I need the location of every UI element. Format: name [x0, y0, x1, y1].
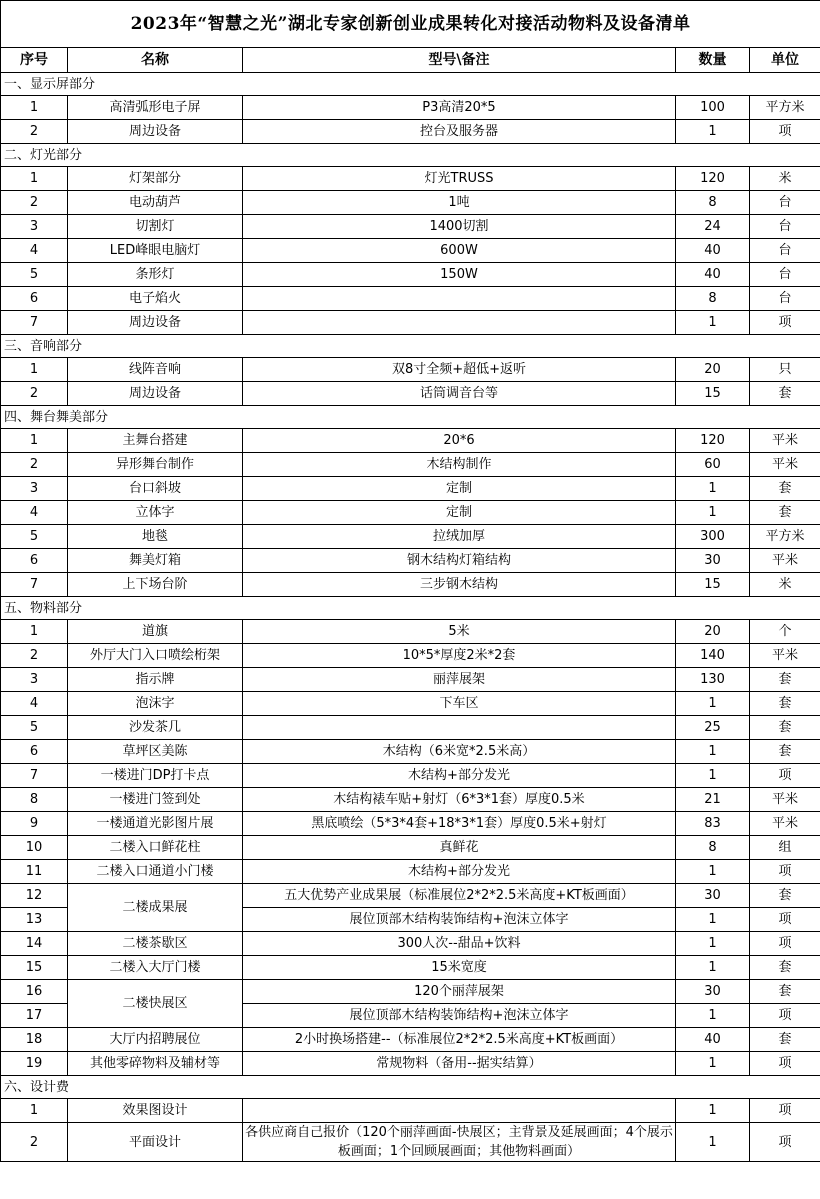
cell-name: 周边设备 — [68, 120, 243, 144]
table-row — [1, 382, 820, 406]
cell-qty: 15 — [676, 382, 750, 406]
cell-model: 5米 — [243, 620, 676, 644]
section-title: 三、音响部分 — [1, 335, 820, 358]
cell-name: 条形灯 — [68, 263, 243, 287]
table-row — [1, 932, 820, 956]
cell-seq: 7 — [1, 573, 68, 597]
table-row — [1, 1123, 820, 1162]
cell-seq: 1 — [1, 620, 68, 644]
cell-model: 2小时换场搭建--（标准展位2*2*2.5米高度+KT板画面） — [243, 1028, 676, 1052]
cell-qty: 15 — [676, 573, 750, 597]
cell-qty: 120 — [676, 167, 750, 191]
cell-qty: 1 — [676, 692, 750, 716]
cell-qty: 1 — [676, 1052, 750, 1076]
section-row — [1, 597, 820, 620]
table-row — [1, 740, 820, 764]
cell-seq: 2 — [1, 1123, 68, 1162]
cell-unit: 套 — [750, 956, 820, 980]
table-row — [1, 167, 820, 191]
cell-seq: 17 — [1, 1004, 68, 1028]
table-row — [1, 501, 820, 525]
cell-qty: 40 — [676, 263, 750, 287]
table-row — [1, 716, 820, 740]
cell-unit: 项 — [750, 120, 820, 144]
cell-name: 立体字 — [68, 501, 243, 525]
section-title: 六、设计费 — [1, 1076, 820, 1099]
cell-unit: 项 — [750, 764, 820, 788]
table-row — [1, 980, 820, 1004]
cell-name: 二楼入大厅门楼 — [68, 956, 243, 980]
cell-seq: 8 — [1, 788, 68, 812]
cell-unit: 项 — [750, 908, 820, 932]
cell-seq: 5 — [1, 716, 68, 740]
cell-model: 常规物料（备用--据实结算） — [243, 1052, 676, 1076]
cell-name: 一楼进门DP打卡点 — [68, 764, 243, 788]
cell-unit: 项 — [750, 860, 820, 884]
cell-model — [243, 287, 676, 311]
cell-unit: 只 — [750, 358, 820, 382]
cell-name: 一楼通道光影图片展 — [68, 812, 243, 836]
cell-model: 20*6 — [243, 429, 676, 453]
cell-seq: 18 — [1, 1028, 68, 1052]
table-row — [1, 287, 820, 311]
header-name: 名称 — [68, 48, 243, 73]
table-row — [1, 620, 820, 644]
cell-name: 主舞台搭建 — [68, 429, 243, 453]
table-row — [1, 215, 820, 239]
cell-qty: 8 — [676, 836, 750, 860]
cell-model — [243, 1099, 676, 1123]
table-row — [1, 311, 820, 335]
cell-seq: 11 — [1, 860, 68, 884]
header-qty: 数量 — [676, 48, 750, 73]
cell-qty: 21 — [676, 788, 750, 812]
table-row — [1, 191, 820, 215]
cell-model: P3高清20*5 — [243, 96, 676, 120]
cell-model: 150W — [243, 263, 676, 287]
table-row — [1, 453, 820, 477]
cell-model: 双8寸全频+超低+返听 — [243, 358, 676, 382]
cell-qty: 30 — [676, 884, 750, 908]
cell-name: 高清弧形电子屏 — [68, 96, 243, 120]
cell-seq: 1 — [1, 358, 68, 382]
cell-qty: 60 — [676, 453, 750, 477]
cell-qty: 1 — [676, 740, 750, 764]
cell-model: 120个丽萍展架 — [243, 980, 676, 1004]
cell-unit: 个 — [750, 620, 820, 644]
cell-model: 木结构（6米宽*2.5米高） — [243, 740, 676, 764]
cell-seq: 4 — [1, 239, 68, 263]
cell-unit: 套 — [750, 382, 820, 406]
cell-model: 300人次--甜品+饮料 — [243, 932, 676, 956]
cell-unit: 项 — [750, 1123, 820, 1162]
cell-name: 指示牌 — [68, 668, 243, 692]
section-title: 五、物料部分 — [1, 597, 820, 620]
table-row — [1, 525, 820, 549]
cell-name: 切割灯 — [68, 215, 243, 239]
cell-model: 灯光TRUSS — [243, 167, 676, 191]
cell-unit: 平方米 — [750, 525, 820, 549]
cell-name: 大厅内招聘展位 — [68, 1028, 243, 1052]
cell-seq: 4 — [1, 692, 68, 716]
cell-model: 下车区 — [243, 692, 676, 716]
section-row — [1, 1076, 820, 1099]
cell-qty: 8 — [676, 191, 750, 215]
cell-qty: 8 — [676, 287, 750, 311]
section-row — [1, 144, 820, 167]
cell-model: 三步钢木结构 — [243, 573, 676, 597]
table-row — [1, 860, 820, 884]
cell-seq: 16 — [1, 980, 68, 1004]
cell-seq: 5 — [1, 525, 68, 549]
table-row — [1, 812, 820, 836]
cell-unit: 平米 — [750, 549, 820, 573]
cell-qty: 300 — [676, 525, 750, 549]
cell-qty: 25 — [676, 716, 750, 740]
cell-name: 泡沫字 — [68, 692, 243, 716]
cell-unit: 套 — [750, 501, 820, 525]
cell-qty: 1 — [676, 120, 750, 144]
cell-seq: 6 — [1, 740, 68, 764]
cell-name: 地毯 — [68, 525, 243, 549]
cell-qty: 1 — [676, 932, 750, 956]
section-row — [1, 406, 820, 429]
cell-qty: 40 — [676, 1028, 750, 1052]
cell-unit: 套 — [750, 477, 820, 501]
table-row — [1, 836, 820, 860]
cell-seq: 1 — [1, 1099, 68, 1123]
cell-seq: 3 — [1, 477, 68, 501]
header-unit: 单位 — [750, 48, 820, 73]
cell-model: 控台及服务器 — [243, 120, 676, 144]
cell-qty: 20 — [676, 358, 750, 382]
cell-unit: 套 — [750, 716, 820, 740]
cell-qty: 30 — [676, 549, 750, 573]
table-row — [1, 1028, 820, 1052]
table-row — [1, 96, 820, 120]
cell-qty: 130 — [676, 668, 750, 692]
cell-seq: 2 — [1, 382, 68, 406]
table-row — [1, 549, 820, 573]
cell-model: 木结构制作 — [243, 453, 676, 477]
cell-unit: 米 — [750, 167, 820, 191]
cell-name: 台口斜坡 — [68, 477, 243, 501]
cell-model: 定制 — [243, 501, 676, 525]
cell-seq: 6 — [1, 549, 68, 573]
cell-name: 二楼茶歇区 — [68, 932, 243, 956]
cell-unit: 米 — [750, 573, 820, 597]
cell-unit: 套 — [750, 668, 820, 692]
cell-name: 上下场台阶 — [68, 573, 243, 597]
cell-model: 五大优势产业成果展（标准展位2*2*2.5米高度+KT板画面） — [243, 884, 676, 908]
cell-unit: 项 — [750, 1099, 820, 1123]
cell-model: 15米宽度 — [243, 956, 676, 980]
cell-unit: 平米 — [750, 812, 820, 836]
table-row — [1, 884, 820, 908]
cell-model: 1400切割 — [243, 215, 676, 239]
cell-model: 钢木结构灯箱结构 — [243, 549, 676, 573]
cell-seq: 2 — [1, 120, 68, 144]
cell-qty: 1 — [676, 477, 750, 501]
cell-unit: 台 — [750, 191, 820, 215]
cell-name: 二楼入口鲜花柱 — [68, 836, 243, 860]
cell-name: 道旗 — [68, 620, 243, 644]
cell-model: 话筒调音台等 — [243, 382, 676, 406]
cell-model: 木结构+部分发光 — [243, 764, 676, 788]
cell-model: 600W — [243, 239, 676, 263]
cell-name: 一楼进门签到处 — [68, 788, 243, 812]
cell-name: 周边设备 — [68, 382, 243, 406]
table-row — [1, 692, 820, 716]
cell-seq: 14 — [1, 932, 68, 956]
table-row — [1, 358, 820, 382]
cell-model: 各供应商自己报价（120个丽萍画面-快展区；主背景及延展画面；4个展示板画面；1个回顾展画面；其他物料画面） — [243, 1123, 676, 1162]
cell-model — [243, 716, 676, 740]
cell-qty: 1 — [676, 764, 750, 788]
cell-qty: 120 — [676, 429, 750, 453]
cell-model: 展位顶部木结构装饰结构+泡沫立体字 — [243, 908, 676, 932]
cell-qty: 1 — [676, 1123, 750, 1162]
cell-unit: 项 — [750, 311, 820, 335]
cell-seq: 2 — [1, 191, 68, 215]
table-row — [1, 239, 820, 263]
cell-model: 黑底喷绘（5*3*4套+18*3*1套）厚度0.5米+射灯 — [243, 812, 676, 836]
cell-qty: 1 — [676, 1004, 750, 1028]
cell-name: 效果图设计 — [68, 1099, 243, 1123]
table-row — [1, 263, 820, 287]
cell-name: 外厅大门入口喷绘桁架 — [68, 644, 243, 668]
cell-name: 电动葫芦 — [68, 191, 243, 215]
cell-qty: 140 — [676, 644, 750, 668]
cell-seq: 1 — [1, 167, 68, 191]
cell-name: LED峰眼电脑灯 — [68, 239, 243, 263]
cell-seq: 3 — [1, 215, 68, 239]
cell-unit: 套 — [750, 980, 820, 1004]
cell-name: 电子焰火 — [68, 287, 243, 311]
cell-unit: 组 — [750, 836, 820, 860]
cell-seq: 15 — [1, 956, 68, 980]
cell-unit: 平米 — [750, 644, 820, 668]
cell-unit: 套 — [750, 692, 820, 716]
cell-seq: 19 — [1, 1052, 68, 1076]
cell-name: 舞美灯箱 — [68, 549, 243, 573]
cell-seq: 10 — [1, 836, 68, 860]
cell-model: 定制 — [243, 477, 676, 501]
cell-name: 周边设备 — [68, 311, 243, 335]
cell-seq: 13 — [1, 908, 68, 932]
cell-unit: 套 — [750, 740, 820, 764]
cell-unit: 项 — [750, 932, 820, 956]
cell-name: 草坪区美陈 — [68, 740, 243, 764]
cell-unit: 台 — [750, 215, 820, 239]
cell-seq: 1 — [1, 429, 68, 453]
cell-qty: 1 — [676, 860, 750, 884]
cell-qty: 40 — [676, 239, 750, 263]
cell-name: 二楼快展区 — [68, 980, 243, 1028]
cell-unit: 平米 — [750, 453, 820, 477]
cell-qty: 30 — [676, 980, 750, 1004]
cell-seq: 12 — [1, 884, 68, 908]
cell-unit: 平米 — [750, 788, 820, 812]
cell-model: 展位顶部木结构装饰结构+泡沫立体字 — [243, 1004, 676, 1028]
cell-seq: 7 — [1, 764, 68, 788]
cell-model: 拉绒加厚 — [243, 525, 676, 549]
cell-seq: 4 — [1, 501, 68, 525]
cell-unit: 项 — [750, 1052, 820, 1076]
cell-name: 灯架部分 — [68, 167, 243, 191]
cell-qty: 83 — [676, 812, 750, 836]
cell-model: 木结构+部分发光 — [243, 860, 676, 884]
cell-model: 1吨 — [243, 191, 676, 215]
section-title: 一、显示屏部分 — [1, 73, 820, 96]
cell-seq: 3 — [1, 668, 68, 692]
section-row — [1, 73, 820, 96]
document-title: 2023年“智慧之光”湖北专家创新创业成果转化对接活动物料及设备清单 — [1, 1, 820, 48]
cell-seq: 7 — [1, 311, 68, 335]
table-row — [1, 429, 820, 453]
cell-unit: 台 — [750, 239, 820, 263]
table-row — [1, 668, 820, 692]
cell-model: 木结构裱车贴+射灯（6*3*1套）厚度0.5米 — [243, 788, 676, 812]
cell-unit: 项 — [750, 1004, 820, 1028]
cell-seq: 9 — [1, 812, 68, 836]
section-title: 二、灯光部分 — [1, 144, 820, 167]
cell-name: 异形舞台制作 — [68, 453, 243, 477]
cell-model: 真鲜花 — [243, 836, 676, 860]
cell-qty: 1 — [676, 956, 750, 980]
cell-unit: 平方米 — [750, 96, 820, 120]
table-row — [1, 477, 820, 501]
cell-model — [243, 311, 676, 335]
cell-unit: 套 — [750, 884, 820, 908]
section-row — [1, 335, 820, 358]
table-row — [1, 120, 820, 144]
cell-name: 沙发茶几 — [68, 716, 243, 740]
cell-name: 平面设计 — [68, 1123, 243, 1162]
cell-seq: 2 — [1, 644, 68, 668]
table-row — [1, 644, 820, 668]
section-title: 四、舞台舞美部分 — [1, 406, 820, 429]
cell-seq: 5 — [1, 263, 68, 287]
cell-unit: 套 — [750, 1028, 820, 1052]
table-row — [1, 1052, 820, 1076]
header-model: 型号\备注 — [243, 48, 676, 73]
cell-unit: 台 — [750, 287, 820, 311]
table-row — [1, 573, 820, 597]
table-row — [1, 1099, 820, 1123]
cell-name: 线阵音响 — [68, 358, 243, 382]
cell-qty: 1 — [676, 501, 750, 525]
cell-model: 丽萍展架 — [243, 668, 676, 692]
cell-name: 二楼入口通道小门楼 — [68, 860, 243, 884]
cell-qty: 1 — [676, 311, 750, 335]
cell-seq: 2 — [1, 453, 68, 477]
cell-name: 其他零碎物料及辅材等 — [68, 1052, 243, 1076]
table-row — [1, 788, 820, 812]
cell-unit: 平米 — [750, 429, 820, 453]
cell-qty: 1 — [676, 908, 750, 932]
cell-unit: 台 — [750, 263, 820, 287]
cell-qty: 100 — [676, 96, 750, 120]
cell-qty: 1 — [676, 1099, 750, 1123]
table-row — [1, 956, 820, 980]
cell-qty: 20 — [676, 620, 750, 644]
cell-seq: 1 — [1, 96, 68, 120]
cell-model: 10*5*厚度2米*2套 — [243, 644, 676, 668]
header-seq: 序号 — [1, 48, 68, 73]
cell-name: 二楼成果展 — [68, 884, 243, 932]
cell-qty: 24 — [676, 215, 750, 239]
table-row — [1, 764, 820, 788]
cell-seq: 6 — [1, 287, 68, 311]
